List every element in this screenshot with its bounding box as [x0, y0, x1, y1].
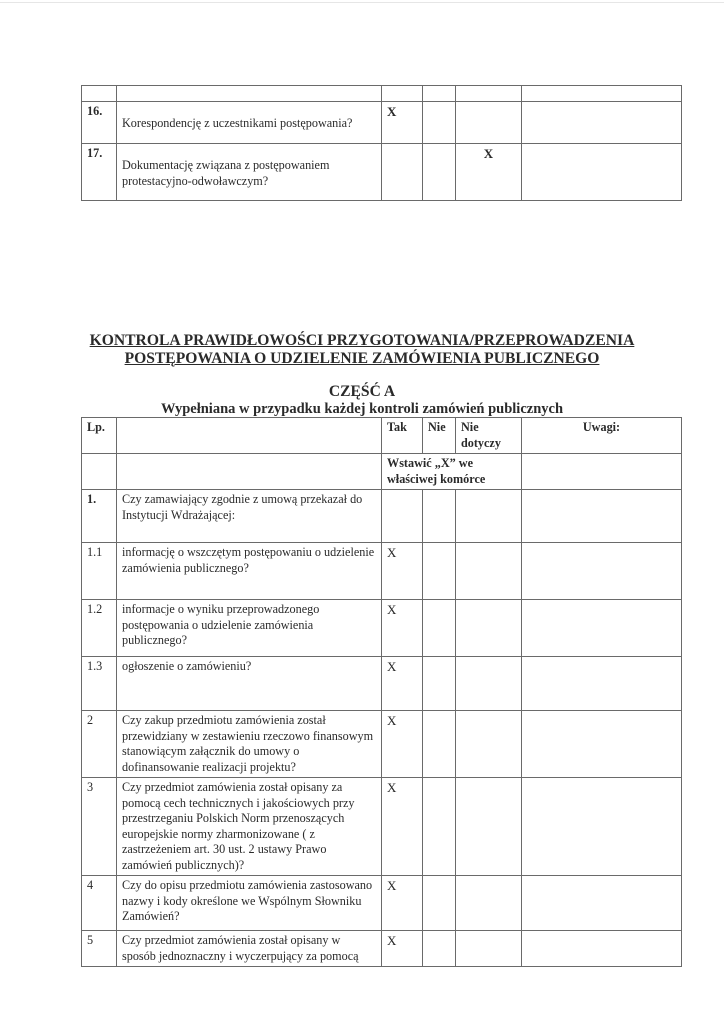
table-row	[82, 657, 682, 711]
table-row	[82, 600, 682, 657]
row-number: 5	[82, 931, 117, 967]
question-text: informacje o wyniku przeprowadzonego postępowania o udzielenie zamówienia publicznego?	[117, 600, 382, 657]
empty-cell	[82, 86, 117, 102]
checklist-table	[81, 417, 682, 967]
nie-dotyczy-cell[interactable]	[456, 711, 522, 778]
empty-cell	[522, 454, 682, 490]
tak-cell[interactable]: X	[382, 931, 423, 967]
nie-cell[interactable]	[423, 931, 456, 967]
question-text: ogłoszenie o zamówieniu?	[117, 657, 382, 711]
uwagi-cell[interactable]	[522, 711, 682, 778]
tak-cell[interactable]: X	[382, 657, 423, 711]
nie-cell[interactable]	[423, 876, 456, 931]
question-text: Czy przedmiot zamówienia został opisany za pomocą cech technicznych i jakościowych przy przestrzeganiu Polskich Norm przenoszących europejskie normy zharmonizowane ( z zastrzeżeniem art. 30 ust. 2 ustawy Prawo zamówień publicznych)?	[117, 778, 382, 876]
question-text: Czy zakup przedmiotu zamówienia został przewidziany w zestawieniu rzeczowo finansowym stanowiącym załącznik do umowy o dofinansowanie realizacji projektu?	[117, 711, 382, 778]
uwagi-cell[interactable]	[522, 144, 682, 201]
page-edge	[0, 2, 724, 3]
table-row	[82, 144, 682, 201]
empty-cell	[423, 86, 456, 102]
nie-cell[interactable]	[423, 102, 456, 144]
nie-cell[interactable]	[423, 778, 456, 876]
question-text: Dokumentację związana z postępowaniem protestacyjno-odwoławczym?	[117, 144, 382, 201]
row-number: 17.	[82, 144, 117, 201]
row-number: 1.	[82, 490, 117, 543]
header-tak: Tak	[382, 418, 423, 454]
nie-cell[interactable]	[423, 711, 456, 778]
tak-cell[interactable]: X	[382, 876, 423, 931]
nie-dotyczy-cell[interactable]: X	[456, 144, 522, 201]
nie-cell[interactable]	[423, 657, 456, 711]
nie-cell[interactable]	[423, 490, 456, 543]
part-title: CZĘŚĆ A	[328, 383, 396, 400]
header-nie-dotyczy: Nie dotyczy	[456, 418, 522, 454]
question-text: Czy przedmiot zamówienia został opisany w sposób jednoznaczny i wyczerpujący za pomocą	[117, 931, 382, 967]
empty-cell	[522, 86, 682, 102]
tak-cell[interactable]	[382, 144, 423, 201]
row-number: 1.3	[82, 657, 117, 711]
row-number: 2	[82, 711, 117, 778]
table-row	[82, 778, 682, 876]
row-number: 1.2	[82, 600, 117, 657]
question-text: Czy zamawiający zgodnie z umową przekazał do Instytucji Wdrażającej:	[117, 490, 382, 543]
nie-cell[interactable]	[423, 600, 456, 657]
uwagi-cell[interactable]	[522, 778, 682, 876]
tak-cell[interactable]: X	[382, 543, 423, 600]
table-row	[82, 711, 682, 778]
header-lp: Lp.	[82, 418, 117, 454]
question-text: Czy do opisu przedmiotu zamówienia zastosowano nazwy i kody określone we Wspólnym Słowniku Zamówień?	[117, 876, 382, 931]
nie-dotyczy-cell[interactable]	[456, 778, 522, 876]
tak-cell[interactable]: X	[382, 711, 423, 778]
tak-cell[interactable]: X	[382, 102, 423, 144]
table-row	[82, 102, 682, 144]
uwagi-cell[interactable]	[522, 600, 682, 657]
instruction-row	[82, 454, 682, 490]
row-number: 1.1	[82, 543, 117, 600]
uwagi-cell[interactable]	[522, 102, 682, 144]
nie-dotyczy-cell[interactable]	[456, 490, 522, 543]
row-number: 3	[82, 778, 117, 876]
nie-dotyczy-cell[interactable]	[456, 931, 522, 967]
nie-dotyczy-cell[interactable]	[456, 543, 522, 600]
header-nie: Nie	[423, 418, 456, 454]
question-text: informację o wszczętym postępowaniu o udzielenie zamówienia publicznego?	[117, 543, 382, 600]
nie-cell[interactable]	[423, 144, 456, 201]
empty-cell	[117, 86, 382, 102]
heading-line-1: KONTROLA PRAWIDŁOWOŚCI PRZYGOTOWANIA/PRZEPROWADZENIA	[89, 332, 635, 349]
question-text: Korespondencję z uczestnikami postępowania?	[117, 102, 382, 144]
table-row	[82, 931, 682, 967]
uwagi-cell[interactable]	[522, 657, 682, 711]
empty-cell	[456, 86, 522, 102]
nie-dotyczy-cell[interactable]	[456, 600, 522, 657]
header-uwagi: Uwagi:	[522, 418, 682, 454]
heading-line-2: POSTĘPOWANIA O UDZIELENIE ZAMÓWIENIA PUBLICZNEGO	[124, 350, 600, 367]
tak-cell[interactable]: X	[382, 600, 423, 657]
table-row	[82, 876, 682, 931]
table-row	[82, 543, 682, 600]
uwagi-cell[interactable]	[522, 543, 682, 600]
table-row	[82, 490, 682, 543]
uwagi-cell[interactable]	[522, 931, 682, 967]
nie-dotyczy-cell[interactable]	[456, 657, 522, 711]
empty-cell	[82, 454, 117, 490]
header-row	[82, 418, 682, 454]
uwagi-cell[interactable]	[522, 876, 682, 931]
document-heading	[0, 332, 724, 368]
nie-dotyczy-cell[interactable]	[456, 876, 522, 931]
continuation-table	[81, 85, 682, 201]
row-number: 16.	[82, 102, 117, 144]
uwagi-cell[interactable]	[522, 490, 682, 543]
instruction-text: Wstawić „X” we właściwej komórce	[382, 454, 522, 490]
nie-cell[interactable]	[423, 543, 456, 600]
empty-cell	[382, 86, 423, 102]
part-subtitle: Wypełniana w przypadku każdej kontroli zamówień publicznych	[160, 401, 564, 417]
header-question	[117, 418, 382, 454]
row-number: 4	[82, 876, 117, 931]
nie-dotyczy-cell[interactable]	[456, 102, 522, 144]
tak-cell[interactable]	[382, 490, 423, 543]
empty-cell	[117, 454, 382, 490]
tak-cell[interactable]: X	[382, 778, 423, 876]
